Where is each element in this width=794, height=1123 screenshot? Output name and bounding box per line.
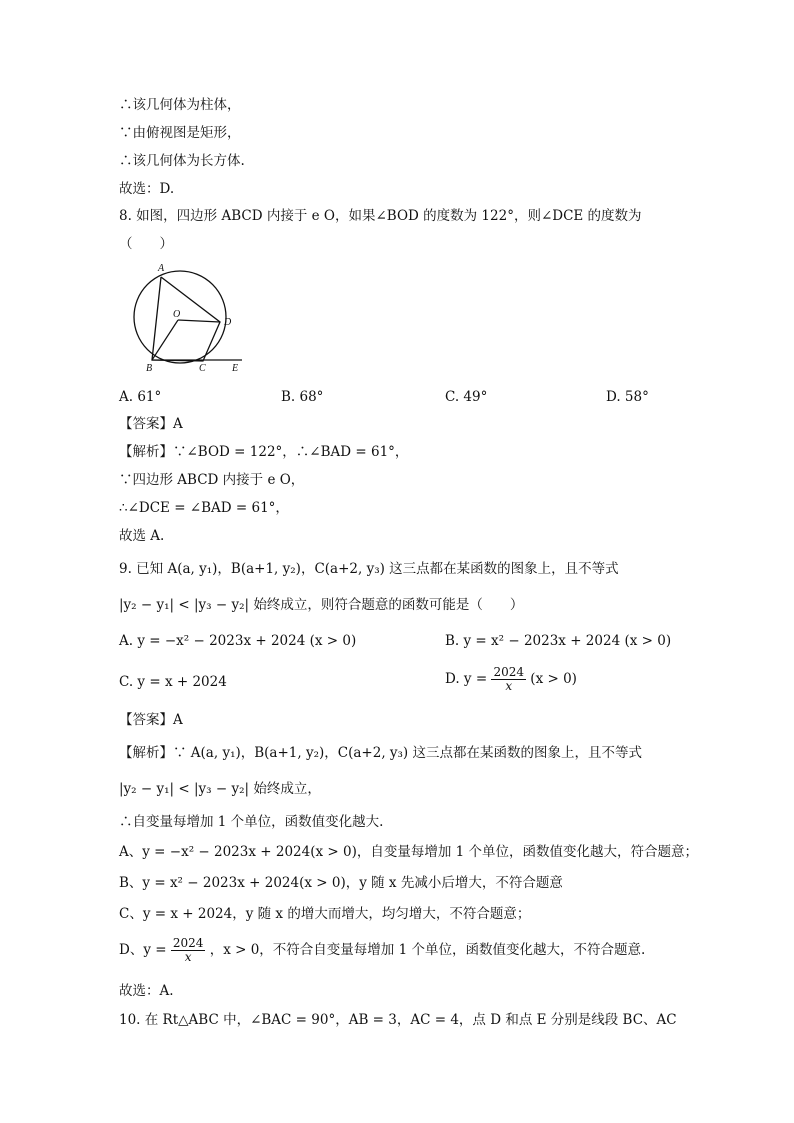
option-8c: C. 49° (445, 389, 488, 405)
segment-od (178, 320, 220, 322)
option-8a: A. 61° (119, 389, 162, 405)
explanation-8-line: ∴∠DCE = ∠BAD = 61°， (119, 500, 289, 516)
explanation-9-line: A、y = −x² − 2023x + 2024(x > 0)，自变量每增加 1 个单位，函数值变化越大，符合题意； (119, 844, 699, 860)
fraction (491, 666, 526, 693)
option-9d-suffix: (x > 0) (530, 671, 577, 687)
text-line: ∵由俯视图是矩形， (119, 125, 241, 141)
explanation-9-line: 【解析】∵ A(a, y₁)，B(a+1, y₂)，C(a+2, y₃) 这三点都在某函数的图象上，且不等式 (119, 745, 642, 761)
explanation-9d-suffix: ，x > 0，不符合自变量每增加 1 个单位，函数值变化越大，不符合题意. (209, 942, 646, 958)
answer-9: 【答案】A (119, 712, 183, 728)
label-a: A (158, 263, 165, 274)
explanation-9-line: B、y = x² − 2023x + 2024(x > 0)，y 随 x 先减小后增大，不符合题意 (119, 875, 563, 891)
fraction-denominator: x (505, 679, 513, 693)
fraction-denominator: x (184, 950, 192, 964)
explanation-8-line: 故选 A. (119, 528, 165, 544)
geometry-diagram (128, 260, 248, 375)
option-9a: A. y = −x² − 2023x + 2024 (x > 0) (119, 633, 357, 649)
label-c: C (199, 363, 206, 374)
option-9d-prefix: D. y = (445, 671, 488, 687)
option-9b: B. y = x² − 2023x + 2024 (x > 0) (445, 633, 672, 649)
explanation-9-line: C、y = x + 2024，y 随 x 的增大而增大，均匀增大，不符合题意； (119, 906, 531, 922)
quadrilateral-abcd (152, 277, 220, 361)
option-8b: B. 68° (281, 389, 324, 405)
text-line: ∴该几何体为柱体， (119, 97, 241, 113)
fraction (171, 937, 206, 964)
label-d: D (224, 317, 232, 328)
question-9-stem-cont: |y₂ − y₁| < |y₃ − y₂| 始终成立，则符合题意的函数可能是（ ） (119, 597, 524, 613)
question-9-stem: 9. 已知 A(a, y₁)，B(a+1, y₂)，C(a+2, y₃) 这三点都在某函数的图象上，且不等式 (119, 561, 619, 577)
question-8-blank: （ ） (119, 236, 173, 252)
fraction-numerator: 2024 (493, 665, 524, 679)
label-b: B (146, 363, 153, 374)
question-8-stem: 8. 如图，四边形 ABCD 内接于 e O，如果∠BOD 的度数为 122°，则∠DCE 的度数为 (119, 208, 642, 224)
explanation-9-line: |y₂ − y₁| < |y₃ − y₂| 始终成立， (119, 781, 321, 797)
answer-8: 【答案】A (119, 416, 183, 432)
circle-quadrilateral-figure (128, 260, 248, 375)
explanation-9-line: 故选：A. (119, 983, 174, 999)
option-9c: C. y = x + 2024 (119, 674, 227, 690)
fraction-numerator: 2024 (172, 936, 204, 950)
explanation-9-line: ∴自变量每增加 1 个单位，函数值变化越大. (119, 814, 384, 830)
option-9d (445, 666, 577, 693)
text-line: 故选：D. (119, 181, 175, 197)
explanation-8-line: 【解析】∵∠BOD = 122°，∴∠BAD = 61°， (119, 444, 409, 460)
explanation-9-line (119, 937, 645, 964)
label-e: E (232, 363, 239, 374)
text-line: ∴该几何体为长方体. (119, 153, 245, 169)
question-10-stem: 10. 在 Rt△ABC 中，∠BAC = 90°，AB = 3，AC = 4，点 D 和点 E 分别是线段 BC、AC (119, 1012, 677, 1028)
explanation-8-line: ∵四边形 ABCD 内接于 e O， (119, 472, 305, 488)
label-o: O (173, 309, 181, 320)
option-8d: D. 58° (606, 389, 649, 405)
explanation-9d-prefix: D、y = (119, 942, 167, 958)
